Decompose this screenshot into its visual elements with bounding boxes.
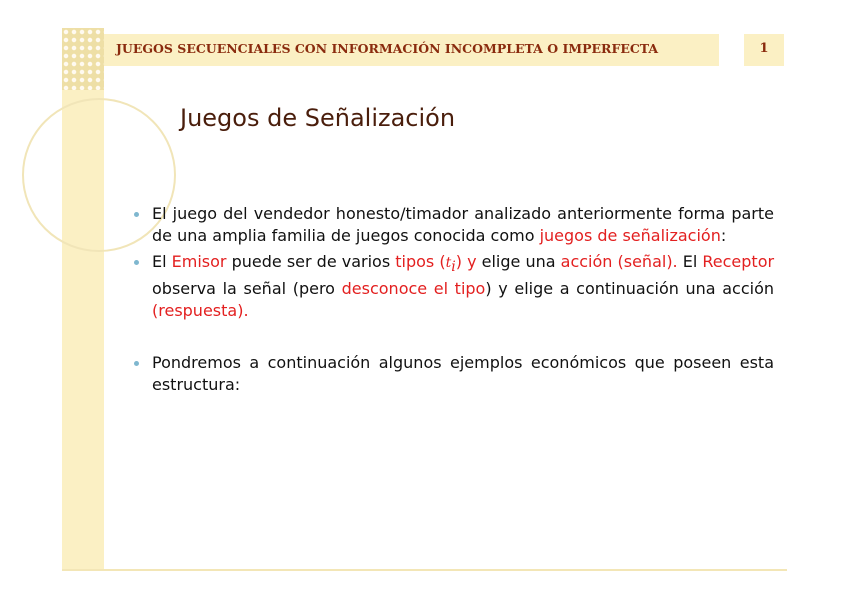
bullet-text: :	[720, 226, 727, 245]
bullet-text: ) y elige a continuación una acción	[485, 279, 775, 299]
bullet-item	[134, 203, 774, 247]
bullet-text: observa la señal (pero	[152, 279, 342, 299]
highlight-text: acción (señal).	[560, 252, 678, 271]
dot-pattern	[62, 28, 104, 90]
highlight-text: desconoce el tipo	[341, 279, 486, 299]
bullet-text: El	[152, 252, 172, 271]
bullet-dot	[134, 212, 139, 217]
highlight-text: tipos (	[395, 252, 446, 271]
bullet-text: El	[677, 252, 703, 271]
slide-title: Juegos de Señalización	[180, 104, 456, 132]
bullet-text: Pondremos a continuación algunos ejemplos económicos que poseen esta estructura:	[152, 353, 774, 395]
bullet-item	[134, 251, 774, 322]
bullet-text: puede ser de varios	[226, 252, 396, 271]
bottom-divider	[62, 569, 787, 571]
page-number: 1	[759, 41, 769, 56]
highlight-text: juegos de señalización	[539, 226, 721, 245]
bullet-dot	[134, 361, 139, 366]
slide	[62, 28, 787, 571]
highlight-text: ) y	[455, 252, 477, 271]
highlight-text: Emisor	[171, 252, 227, 271]
bullet-text: elige una	[476, 252, 561, 271]
math-subscript: i	[451, 259, 456, 276]
header-title: JUEGOS SECUENCIALES CON INFORMACIÓN INCOMPLETA O IMPERFECTA	[116, 41, 659, 56]
math-symbol: t	[445, 255, 452, 271]
bullet-item	[134, 352, 774, 396]
page-number-box	[744, 34, 784, 66]
bullet-dot	[134, 260, 139, 265]
bullet-text: El juego del vendedor honesto/timador analizado anteriormente forma parte de una amplia familia de juegos conocida como	[152, 204, 774, 245]
header-bar	[104, 34, 719, 66]
bullet-list	[134, 203, 774, 400]
highlight-text: (respuesta).	[152, 301, 249, 321]
highlight-text: Receptor	[702, 252, 775, 271]
